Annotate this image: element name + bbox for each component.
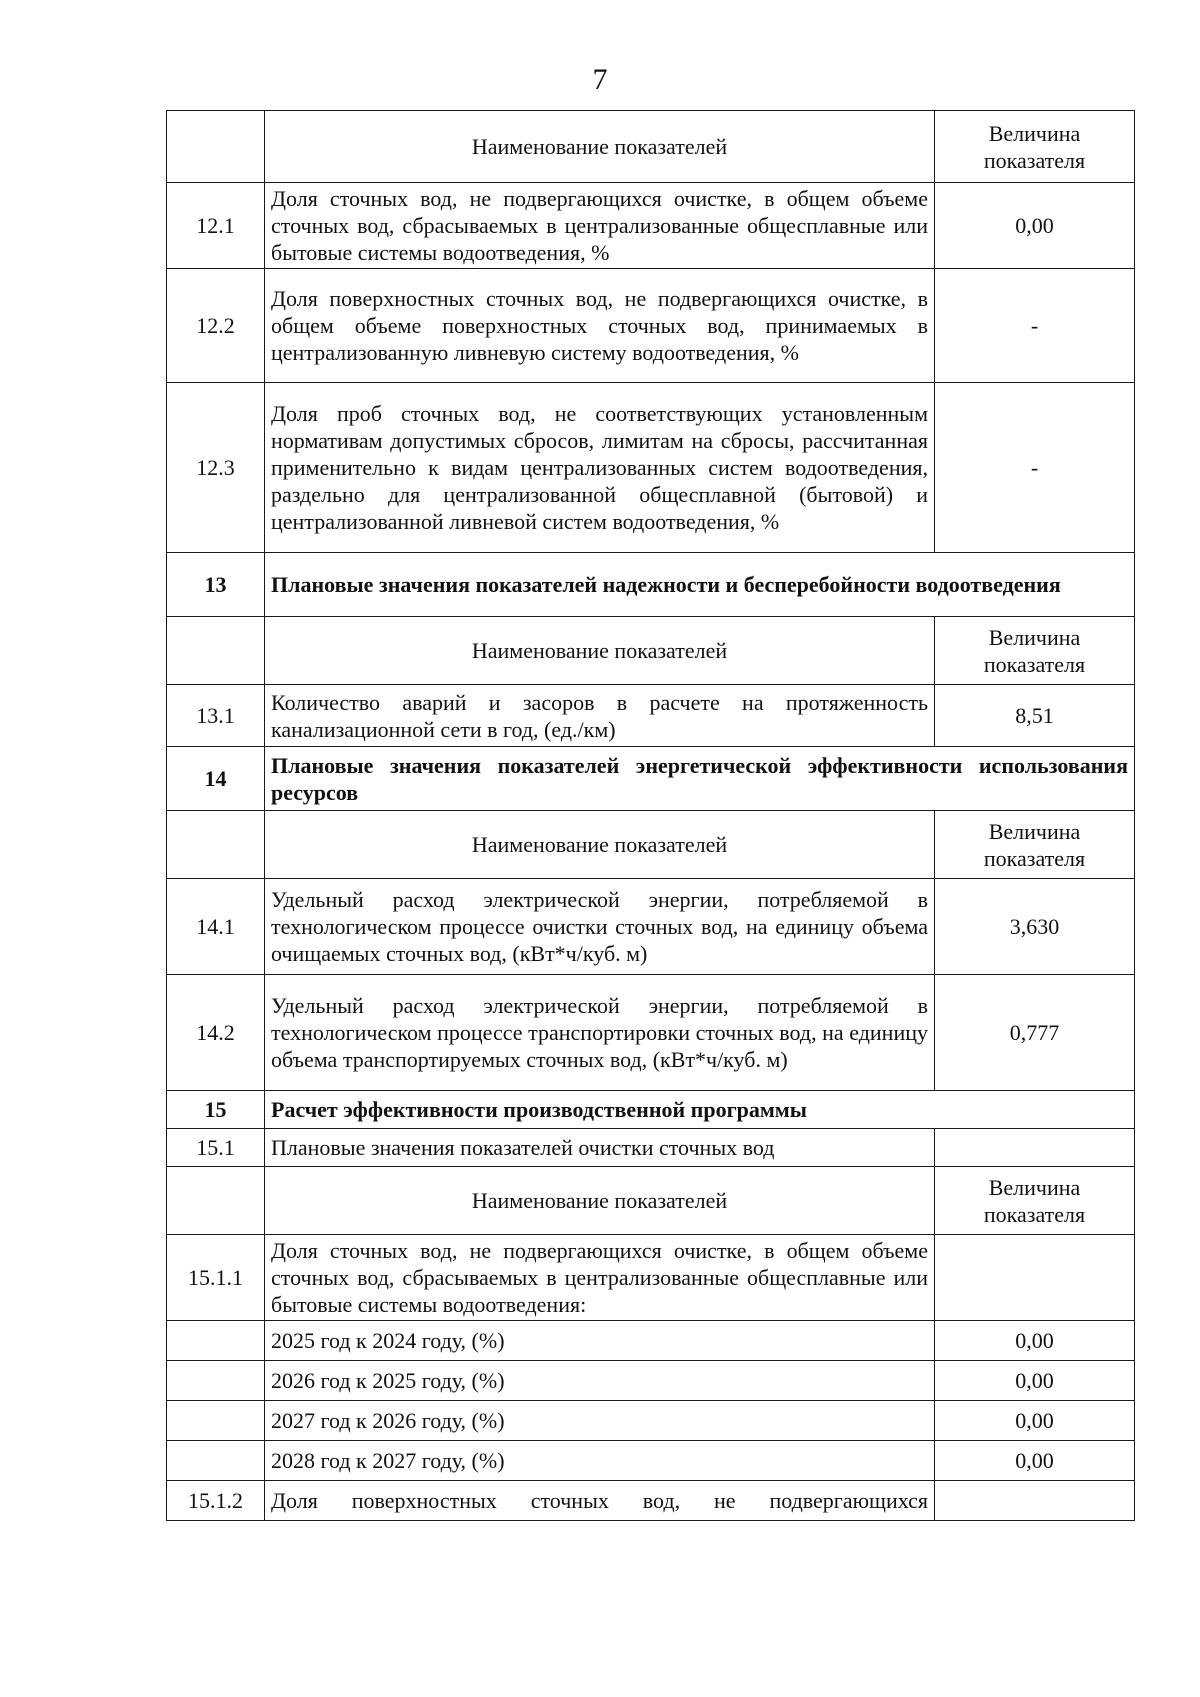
section-number: 13: [167, 553, 265, 617]
row-value: 0,00: [935, 1401, 1135, 1441]
row-text: 2028 год к 2027 году, (%): [265, 1441, 935, 1481]
row-number: 12.3: [167, 383, 265, 553]
table-row: [167, 1321, 1135, 1361]
header-num-cell: [167, 111, 265, 183]
row-number: [167, 1361, 265, 1401]
row-text: Удельный расход электрической энергии, потребляемой в технологическом процессе транспортировки сточных вод, на единицу объема транспортируемых сточных вод, (кВт*ч/куб. м): [265, 975, 935, 1091]
row-value: 3,630: [935, 879, 1135, 975]
row-number: [167, 1321, 265, 1361]
row-text: Удельный расход электрической энергии, потребляемой в технологическом процессе очистки сточных вод, на единицу объема очищаемых сточных вод, (кВт*ч/куб. м): [265, 879, 935, 975]
section-title: Плановые значения показателей энергетической эффективности использования ресурсов: [265, 747, 1135, 811]
table-row: [167, 1361, 1135, 1401]
row-text: Количество аварий и засоров в расчете на протяженность канализационной сети в год, (ед./км): [265, 685, 935, 747]
table-row: [167, 879, 1135, 975]
row-text: 2026 год к 2025 году, (%): [265, 1361, 935, 1401]
row-number: 13.1: [167, 685, 265, 747]
row-text: 2027 год к 2026 году, (%): [265, 1401, 935, 1441]
table-row: [167, 685, 1135, 747]
table-header-row: [167, 811, 1135, 879]
row-value: -: [935, 269, 1135, 383]
header-value-cell: Величина показателя: [935, 111, 1135, 183]
section-title: Расчет эффективности производственной программы: [265, 1091, 1135, 1129]
header-name-cell: Наименование показателей: [265, 1167, 935, 1235]
table-row: [167, 183, 1135, 269]
table-header-row: [167, 1167, 1135, 1235]
row-number: 14.2: [167, 975, 265, 1091]
table-header-row: [167, 617, 1135, 685]
header-name-cell: Наименование показателей: [265, 811, 935, 879]
row-number: [167, 1401, 265, 1441]
row-text: Доля поверхностных сточных вод, не подвергающихся: [265, 1481, 935, 1521]
table-row: [167, 269, 1135, 383]
header-name-cell: Наименование показателей: [265, 617, 935, 685]
indicators-table: [166, 110, 1135, 1521]
row-value: 8,51: [935, 685, 1135, 747]
row-number: 15.1.2: [167, 1481, 265, 1521]
table-row: [167, 1235, 1135, 1321]
table-row: [167, 1129, 1135, 1167]
table-header-row: [167, 111, 1135, 183]
header-name-cell: Наименование показателей: [265, 111, 935, 183]
row-text: Доля поверхностных сточных вод, не подвергающихся очистке, в общем объеме поверхностных сточных вод, принимаемых в централизованную ливневую систему водоотведения, %: [265, 269, 935, 383]
table-row: [167, 1481, 1135, 1521]
row-text: Доля сточных вод, не подвергающихся очистке, в общем объеме сточных вод, сбрасываемых в централизованные общесплавные или бытовые системы водоотведения, %: [265, 183, 935, 269]
header-num-cell: [167, 617, 265, 685]
row-value: -: [935, 383, 1135, 553]
header-value-cell: Величина показателя: [935, 1167, 1135, 1235]
section-row: [167, 1091, 1135, 1129]
header-value-cell: Величина показателя: [935, 617, 1135, 685]
row-number: 12.1: [167, 183, 265, 269]
table-row: [167, 383, 1135, 553]
row-text: 2025 год к 2024 году, (%): [265, 1321, 935, 1361]
row-value: [935, 1129, 1135, 1167]
section-number: 14: [167, 747, 265, 811]
table-row: [167, 1401, 1135, 1441]
row-number: 14.1: [167, 879, 265, 975]
row-number: [167, 1441, 265, 1481]
table-row: [167, 975, 1135, 1091]
header-num-cell: [167, 811, 265, 879]
row-text: Плановые значения показателей очистки сточных вод: [265, 1129, 935, 1167]
page-number: 7: [592, 63, 608, 96]
section-number: 15: [167, 1091, 265, 1129]
row-value: 0,777: [935, 975, 1135, 1091]
header-value-cell: Величина показателя: [935, 811, 1135, 879]
row-value: [935, 1481, 1135, 1521]
section-title: Плановые значения показателей надежности и бесперебойности водоотведения: [265, 553, 1135, 617]
section-row: [167, 747, 1135, 811]
header-num-cell: [167, 1167, 265, 1235]
row-value: 0,00: [935, 1361, 1135, 1401]
row-value: 0,00: [935, 183, 1135, 269]
table-row: [167, 1441, 1135, 1481]
row-value: 0,00: [935, 1321, 1135, 1361]
row-value: 0,00: [935, 1441, 1135, 1481]
row-text: Доля сточных вод, не подвергающихся очистке, в общем объеме сточных вод, сбрасываемых в централизованные общесплавные или бытовые системы водоотведения:: [265, 1235, 935, 1321]
section-row: [167, 553, 1135, 617]
row-number: 12.2: [167, 269, 265, 383]
row-number: 15.1.1: [167, 1235, 265, 1321]
row-number: 15.1: [167, 1129, 265, 1167]
row-value: [935, 1235, 1135, 1321]
row-text: Доля проб сточных вод, не соответствующих установленным нормативам допустимых сбросов, лимитам на сбросы, рассчитанная применительно к видам централизованных систем водоотведения, раздельно для централизованной общесплавной (бытовой) и централизованной ливневой систем водоотведения, %: [265, 383, 935, 553]
